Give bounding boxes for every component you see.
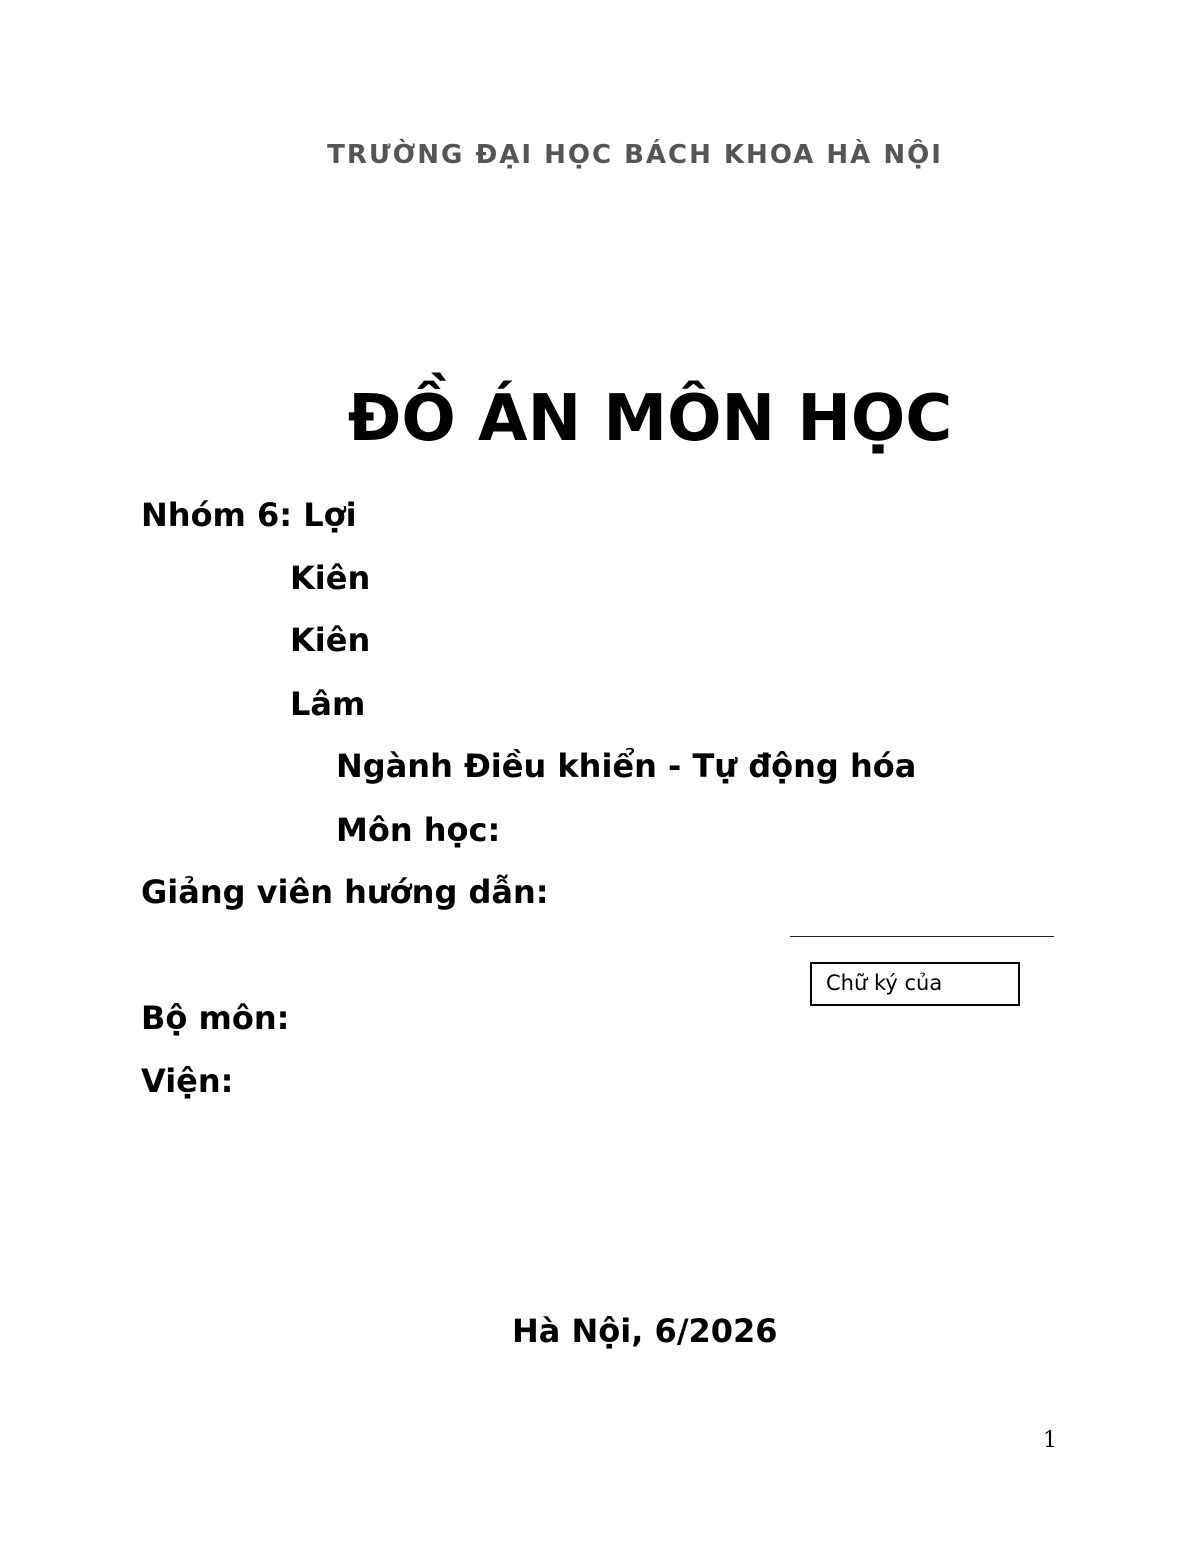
major-line: Ngành Điều khiển - Tự động hóa	[336, 747, 917, 785]
university-name: TRƯỜNG ĐẠI HỌC BÁCH KHOA HÀ NỘI	[327, 140, 943, 170]
institute-label: Viện:	[141, 1062, 234, 1100]
page-number: 1	[1043, 1428, 1057, 1453]
advisor-label: Giảng viên hướng dẫn:	[141, 873, 549, 911]
group-member-3: Lâm	[290, 685, 366, 723]
group-member-2: Kiên	[290, 621, 371, 659]
group-member-1: Kiên	[290, 559, 371, 597]
signature-line	[790, 936, 1054, 937]
group-label: Nhóm 6: Lợi	[141, 496, 357, 534]
subject-label: Môn học:	[336, 811, 501, 849]
department-label: Bộ môn:	[141, 999, 290, 1037]
signature-box: Chữ ký của	[810, 962, 1020, 1006]
place-date: Hà Nội, 6/2026	[512, 1312, 778, 1350]
document-title: ĐỒ ÁN MÔN HỌC	[347, 382, 953, 456]
